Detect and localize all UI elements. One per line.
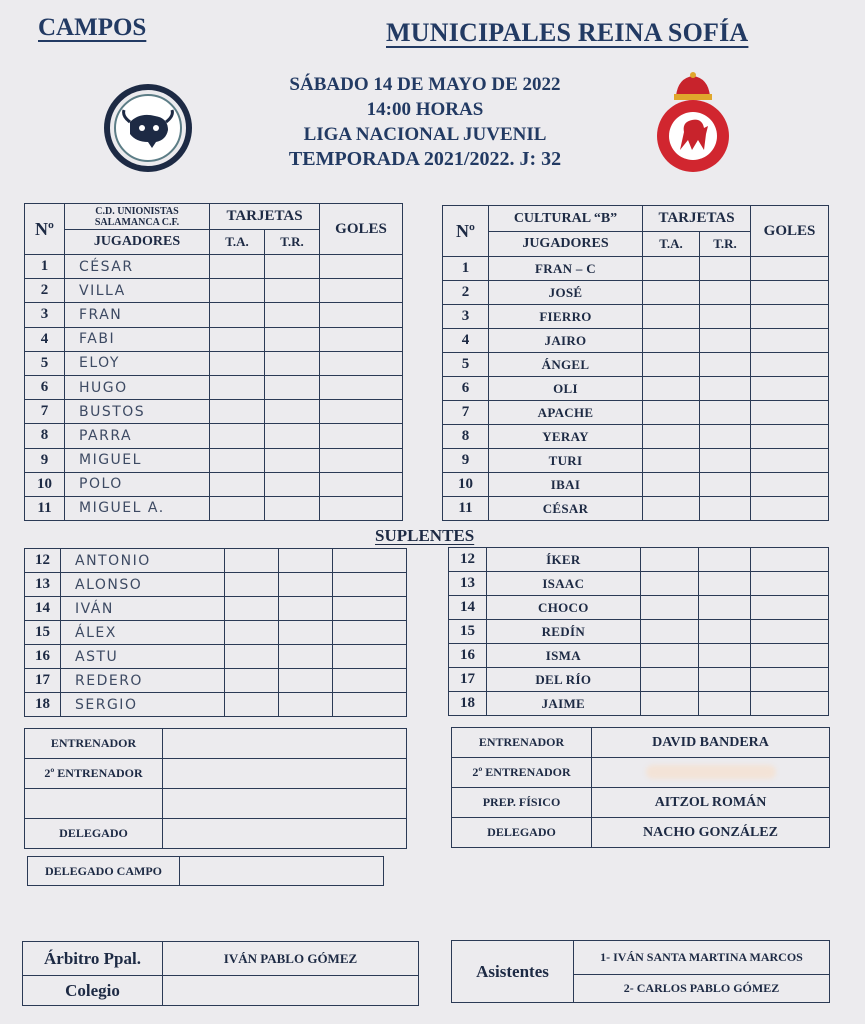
goals-cell: [751, 329, 829, 353]
player-number: 3: [25, 303, 65, 327]
player-name: OLI: [489, 377, 643, 401]
player-row: [443, 353, 829, 377]
away-yellow-header: T.A.: [643, 232, 700, 257]
player-name: REDÍN: [487, 620, 640, 644]
yellow-card-cell: [643, 449, 700, 473]
away-team-name: CULTURAL “B”: [489, 206, 643, 232]
delegado-campo-value: [180, 857, 384, 886]
goals-cell: [333, 621, 407, 645]
red-card-cell: [699, 596, 750, 620]
player-name: VILLA: [65, 279, 210, 303]
header-left-title: CAMPOS: [38, 14, 147, 41]
player-number: 10: [25, 472, 65, 496]
goals-cell: [751, 449, 829, 473]
college-label: Colegio: [23, 976, 163, 1006]
player-number: 13: [449, 572, 487, 596]
player-row: [25, 597, 407, 621]
yellow-card-cell: [210, 255, 265, 279]
player-name: CÉSAR: [65, 255, 210, 279]
player-number: 15: [449, 620, 487, 644]
staff-value: AITZOL ROMÁN: [592, 788, 830, 818]
player-row: [25, 573, 407, 597]
assistants-table: [451, 940, 830, 1003]
away-staff-table: [451, 727, 830, 848]
red-card-cell: [265, 448, 320, 472]
red-card-cell: [265, 279, 320, 303]
yellow-card-cell: [225, 669, 279, 693]
staff-value: NACHO GONZÁLEZ: [592, 818, 830, 848]
goals-cell: [333, 693, 407, 717]
yellow-card-cell: [210, 351, 265, 375]
player-row: [25, 400, 403, 424]
staff-label: PREP. FÍSICO: [452, 788, 592, 818]
player-row: [443, 401, 829, 425]
player-row: [25, 279, 403, 303]
player-name: FABI: [65, 327, 210, 351]
player-row: [25, 375, 403, 399]
referee-table: [22, 941, 419, 1006]
goals-cell: [751, 425, 829, 449]
player-number: 18: [449, 692, 487, 716]
away-players-header: JUGADORES: [489, 232, 643, 257]
player-row: [443, 425, 829, 449]
yellow-card-cell: [643, 497, 700, 521]
red-card-cell: [265, 472, 320, 496]
staff-label: [25, 789, 163, 819]
player-name: ANTONIO: [61, 549, 225, 573]
unionistas-logo: [100, 82, 195, 172]
player-number: 16: [25, 645, 61, 669]
suplentes-title: SUPLENTES: [375, 526, 475, 545]
player-number: 18: [25, 693, 61, 717]
player-number: 17: [449, 668, 487, 692]
red-card-cell: [699, 644, 750, 668]
staff-value: [592, 758, 830, 788]
player-row: [25, 351, 403, 375]
red-card-cell: [279, 669, 333, 693]
player-number: 1: [25, 255, 65, 279]
player-name: JAIME: [487, 692, 640, 716]
red-card-cell: [699, 620, 750, 644]
match-date: SÁBADO 14 DE MAYO DE 2022: [289, 74, 561, 95]
home-starters-table: [24, 203, 403, 521]
yellow-card-cell: [643, 377, 700, 401]
yellow-card-cell: [225, 549, 279, 573]
staff-value: DAVID BANDERA: [592, 728, 830, 758]
player-number: 7: [443, 401, 489, 425]
player-name: ÁLEX: [61, 621, 225, 645]
red-card-cell: [265, 496, 320, 520]
goals-cell: [751, 305, 829, 329]
player-number: 2: [25, 279, 65, 303]
red-card-cell: [700, 329, 751, 353]
player-row: [449, 596, 829, 620]
player-row: [449, 572, 829, 596]
yellow-card-cell: [640, 644, 699, 668]
player-name: ALONSO: [61, 573, 225, 597]
red-card-cell: [265, 351, 320, 375]
player-name: FIERRO: [489, 305, 643, 329]
away-num-header: Nº: [443, 206, 489, 257]
goals-cell: [320, 327, 403, 351]
staff-label: 2º ENTRENADOR: [452, 758, 592, 788]
staff-row: [452, 818, 830, 848]
player-name: ELOY: [65, 351, 210, 375]
player-number: 10: [443, 473, 489, 497]
player-number: 15: [25, 621, 61, 645]
red-card-cell: [265, 255, 320, 279]
player-row: [449, 692, 829, 716]
yellow-card-cell: [210, 327, 265, 351]
player-row: [25, 327, 403, 351]
yellow-card-cell: [210, 400, 265, 424]
yellow-card-cell: [210, 375, 265, 399]
goals-cell: [750, 548, 828, 572]
player-number: 7: [25, 400, 65, 424]
player-number: 9: [25, 448, 65, 472]
red-card-cell: [279, 549, 333, 573]
player-name: FRAN: [65, 303, 210, 327]
player-number: 14: [25, 597, 61, 621]
goals-cell: [750, 668, 828, 692]
red-card-cell: [279, 645, 333, 669]
home-yellow-header: T.A.: [210, 230, 265, 255]
player-name: ISAAC: [487, 572, 640, 596]
red-card-cell: [700, 377, 751, 401]
player-number: 12: [25, 549, 61, 573]
player-name: POLO: [65, 472, 210, 496]
red-card-cell: [700, 401, 751, 425]
player-row: [443, 257, 829, 281]
home-staff-table: [24, 728, 407, 849]
goals-cell: [751, 473, 829, 497]
yellow-card-cell: [225, 693, 279, 717]
red-card-cell: [699, 572, 750, 596]
yellow-card-cell: [643, 329, 700, 353]
yellow-card-cell: [210, 303, 265, 327]
player-number: 9: [443, 449, 489, 473]
player-number: 5: [25, 351, 65, 375]
player-name: CÉSAR: [489, 497, 643, 521]
player-number: 11: [25, 496, 65, 520]
player-name: IVÁN: [61, 597, 225, 621]
yellow-card-cell: [643, 401, 700, 425]
assistant-2: 2- CARLOS PABLO GÓMEZ: [574, 975, 830, 1003]
red-card-cell: [265, 327, 320, 351]
player-number: 13: [25, 573, 61, 597]
staff-row: [25, 789, 407, 819]
player-number: 5: [443, 353, 489, 377]
home-num-header: Nº: [25, 204, 65, 255]
player-name: FRAN – C: [489, 257, 643, 281]
player-name: REDERO: [61, 669, 225, 693]
yellow-card-cell: [640, 548, 699, 572]
player-name: IBAI: [489, 473, 643, 497]
away-subs-table: [448, 547, 829, 716]
red-card-cell: [700, 425, 751, 449]
player-row: [449, 644, 829, 668]
referee-label: Árbitro Ppal.: [23, 942, 163, 976]
player-row: [25, 496, 403, 520]
goals-cell: [333, 597, 407, 621]
goals-cell: [751, 377, 829, 401]
player-row: [25, 549, 407, 573]
player-row: [25, 255, 403, 279]
delegado-campo-table: [27, 856, 384, 886]
player-row: [25, 472, 403, 496]
goals-cell: [750, 620, 828, 644]
player-number: 4: [443, 329, 489, 353]
staff-value: [163, 819, 407, 849]
yellow-card-cell: [643, 305, 700, 329]
staff-row: [452, 788, 830, 818]
goals-cell: [751, 401, 829, 425]
player-number: 8: [25, 424, 65, 448]
yellow-card-cell: [643, 425, 700, 449]
player-row: [25, 621, 407, 645]
goals-cell: [751, 353, 829, 377]
match-info: [250, 72, 600, 172]
goals-cell: [320, 472, 403, 496]
goals-cell: [333, 573, 407, 597]
goals-cell: [750, 644, 828, 668]
yellow-card-cell: [210, 472, 265, 496]
yellow-card-cell: [210, 496, 265, 520]
goals-cell: [750, 572, 828, 596]
player-name: APACHE: [489, 401, 643, 425]
player-name: DEL RÍO: [487, 668, 640, 692]
red-card-cell: [265, 424, 320, 448]
staff-value: [163, 729, 407, 759]
player-number: 4: [25, 327, 65, 351]
goals-cell: [320, 496, 403, 520]
yellow-card-cell: [640, 692, 699, 716]
player-number: 1: [443, 257, 489, 281]
player-row: [449, 668, 829, 692]
player-name: TURI: [489, 449, 643, 473]
player-name: CHOCO: [487, 596, 640, 620]
player-row: [449, 620, 829, 644]
goals-cell: [333, 669, 407, 693]
staff-row: [25, 819, 407, 849]
red-card-cell: [700, 353, 751, 377]
yellow-card-cell: [643, 281, 700, 305]
delegado-campo-label: DELEGADO CAMPO: [28, 857, 180, 886]
red-card-cell: [699, 668, 750, 692]
yellow-card-cell: [640, 596, 699, 620]
player-name: JOSÉ: [489, 281, 643, 305]
yellow-card-cell: [210, 448, 265, 472]
player-row: [443, 281, 829, 305]
yellow-card-cell: [225, 597, 279, 621]
red-card-cell: [279, 597, 333, 621]
player-row: [443, 497, 829, 521]
goals-cell: [750, 596, 828, 620]
goals-cell: [333, 549, 407, 573]
assistant-1: 1- IVÁN SANTA MARTINA MARCOS: [574, 941, 830, 975]
assistants-label: Asistentes: [452, 941, 574, 1003]
player-number: 6: [25, 375, 65, 399]
home-subs-table: [24, 548, 407, 717]
home-goals-header: GOLES: [320, 204, 403, 255]
yellow-card-cell: [643, 473, 700, 497]
header-right-title: MUNICIPALES REINA SOFÍA: [386, 18, 749, 47]
yellow-card-cell: [210, 279, 265, 303]
yellow-card-cell: [210, 424, 265, 448]
red-card-cell: [700, 449, 751, 473]
red-card-cell: [279, 621, 333, 645]
red-card-cell: [700, 497, 751, 521]
player-name: JAIRO: [489, 329, 643, 353]
red-card-cell: [279, 573, 333, 597]
red-card-cell: [700, 473, 751, 497]
player-number: 6: [443, 377, 489, 401]
player-number: 3: [443, 305, 489, 329]
red-card-cell: [265, 303, 320, 327]
player-number: 12: [449, 548, 487, 572]
goals-cell: [320, 424, 403, 448]
staff-label: DELEGADO: [25, 819, 163, 849]
staff-label: ENTRENADOR: [25, 729, 163, 759]
player-name: MIGUEL A.: [65, 496, 210, 520]
yellow-card-cell: [640, 668, 699, 692]
player-number: 16: [449, 644, 487, 668]
goals-cell: [320, 279, 403, 303]
staff-row: [452, 728, 830, 758]
player-number: 14: [449, 596, 487, 620]
yellow-card-cell: [643, 353, 700, 377]
player-name: ISMA: [487, 644, 640, 668]
player-row: [25, 448, 403, 472]
goals-cell: [751, 497, 829, 521]
cultural-leonesa-logo: [652, 70, 734, 180]
goals-cell: [751, 281, 829, 305]
college-value: [163, 976, 419, 1006]
player-name: YERAY: [489, 425, 643, 449]
match-season: TEMPORADA 2021/2022. J: 32: [288, 148, 562, 170]
yellow-card-cell: [225, 621, 279, 645]
yellow-card-cell: [225, 645, 279, 669]
player-row: [449, 548, 829, 572]
away-red-header: T.R.: [700, 232, 751, 257]
player-name: HUGO: [65, 375, 210, 399]
staff-row: [25, 729, 407, 759]
staff-label: ENTRENADOR: [452, 728, 592, 758]
player-row: [25, 424, 403, 448]
player-row: [25, 303, 403, 327]
staff-value: [163, 759, 407, 789]
player-row: [443, 449, 829, 473]
home-cards-header: TARJETAS: [210, 204, 320, 230]
red-card-cell: [279, 693, 333, 717]
redacted-mark: [646, 765, 776, 779]
yellow-card-cell: [225, 573, 279, 597]
yellow-card-cell: [640, 620, 699, 644]
player-row: [443, 473, 829, 497]
player-row: [443, 305, 829, 329]
player-row: [25, 693, 407, 717]
player-name: ÁNGEL: [489, 353, 643, 377]
player-row: [25, 645, 407, 669]
home-red-header: T.R.: [265, 230, 320, 255]
match-league: LIGA NACIONAL JUVENIL: [303, 124, 547, 145]
away-starters-table: [442, 205, 829, 521]
yellow-card-cell: [643, 257, 700, 281]
red-card-cell: [699, 692, 750, 716]
staff-row: [25, 759, 407, 789]
player-name: BUSTOS: [65, 400, 210, 424]
referee-value: IVÁN PABLO GÓMEZ: [163, 942, 419, 976]
home-players-header: JUGADORES: [65, 230, 210, 255]
away-cards-header: TARJETAS: [643, 206, 751, 232]
red-card-cell: [265, 375, 320, 399]
goals-cell: [320, 448, 403, 472]
match-time: 14:00 HORAS: [366, 99, 484, 120]
player-number: 11: [443, 497, 489, 521]
player-name: ASTU: [61, 645, 225, 669]
player-row: [25, 669, 407, 693]
player-name: SERGIO: [61, 693, 225, 717]
player-row: [443, 329, 829, 353]
goals-cell: [320, 351, 403, 375]
goals-cell: [320, 375, 403, 399]
staff-label: DELEGADO: [452, 818, 592, 848]
player-number: 8: [443, 425, 489, 449]
goals-cell: [750, 692, 828, 716]
player-number: 17: [25, 669, 61, 693]
player-number: 2: [443, 281, 489, 305]
player-name: MIGUEL: [65, 448, 210, 472]
staff-label: 2º ENTRENADOR: [25, 759, 163, 789]
goals-cell: [333, 645, 407, 669]
away-goals-header: GOLES: [751, 206, 829, 257]
goals-cell: [320, 255, 403, 279]
player-row: [443, 377, 829, 401]
home-team-name: C.D. UNIONISTAS SALAMANCA C.F.: [65, 204, 210, 230]
staff-value: [163, 789, 407, 819]
red-card-cell: [700, 257, 751, 281]
goals-cell: [751, 257, 829, 281]
player-name: ÍKER: [487, 548, 640, 572]
goals-cell: [320, 400, 403, 424]
red-card-cell: [265, 400, 320, 424]
player-name: PARRA: [65, 424, 210, 448]
staff-row: [452, 758, 830, 788]
goals-cell: [320, 303, 403, 327]
yellow-card-cell: [640, 572, 699, 596]
red-card-cell: [700, 305, 751, 329]
red-card-cell: [699, 548, 750, 572]
red-card-cell: [700, 281, 751, 305]
